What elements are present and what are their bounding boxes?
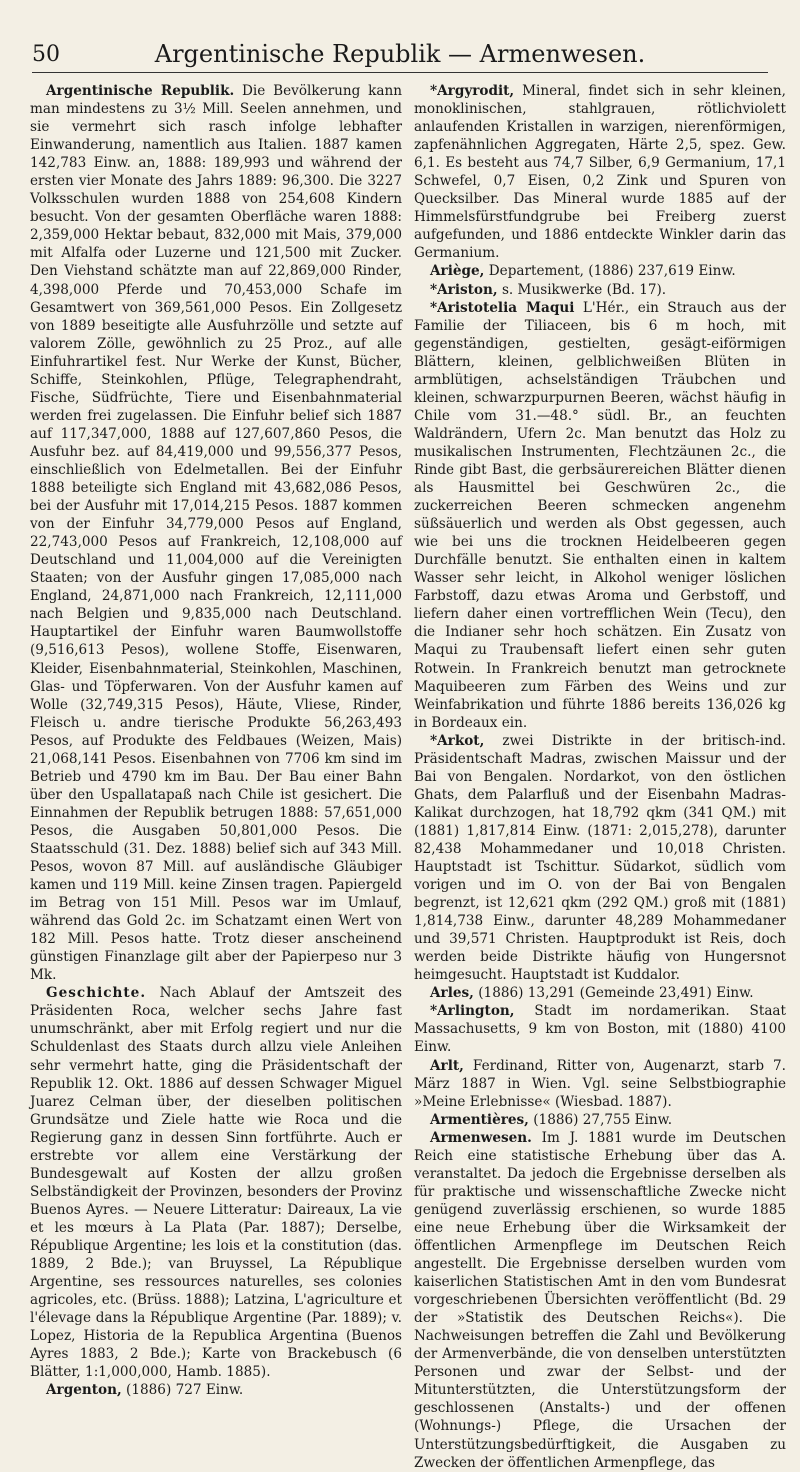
entry-headword: Argentinische Republik. bbox=[46, 83, 235, 99]
entry-headword: Ariège, bbox=[430, 263, 485, 280]
entry-headword: Arlt, bbox=[430, 1057, 464, 1074]
entry-text: (1886) 727 Einw. bbox=[126, 1382, 244, 1399]
entry-headword: Armentières, bbox=[430, 1111, 529, 1128]
entry-text: (1886) 27,755 Einw. bbox=[533, 1111, 673, 1128]
entry-text: Die Bevölkerung kann man mindestens zu 3½ Mill. Seelen annehmen, und sie vermehrt sich rasch infolge lebhafter Einwanderung, namentlich aus Italien. 1887 kamen 142,783 Einw. an, 1888: 189,993 und während der ersten vier Monate des Jahrs 1889: 96,300. Die 3227 Volksschulen wurden 1888 von 254,608 Kindern besucht. Von der gesamten Oberfläche waren 1888: 2,359,000 Hektar bebaut, 832,000 mit Mais, 379,000 mit Alfalfa oder Luzerne und 121,500 mit Zucker. Den Viehstand schätzte man auf 22,869,000 Rinder, 4,398,000 Pferde und 70,453,000 Schafe im Gesamtwert von 369,561,000 Pesos. Ein Zollgesetz von 1889 beseitigte alle Ausfuhrzölle und setzte auf valorem Zölle, gewöhnlich zu 25 Proz., auf alle Einfuhrartikel fest. Nur Werke der Kunst, Bücher, Schiffe, Steinkohlen, Pflüge, Telegraphendraht, Fische, Südfrüchte, Tiere und Eisenbahnmaterial werden frei zugelassen. Die Einfuhr belief sich 1887 auf 117,347,000, 1888 auf 127,607,860 Pesos, die Ausfuhr bez. auf 84,419,000 und 99,556,377 Pesos, einschließlich von Edelmetallen. Bei der Einfuhr 1888 beteiligte sich England mit 43,682,086 Pesos, bei der Ausfuhr mit 17,014,215 Pesos. 1887 kommen von der Einfuhr 34,779,000 Pesos auf England, 22,743,000 Pesos auf Frankreich, 12,108,000 auf Deutschland und 11,004,000 auf die Vereinigten Staaten; von der Ausfuhr gingen 17,085,000 nach England, 24,871,000 nach Frankreich, 12,111,000 nach Belgien und 9,835,000 nach Deutschland. Hauptartikel der Einfuhr waren Baumwollstoffe (9,516,613 Pesos), wollene Stoffe, Eisenwaren, Kleider, Eisenbahnmaterial, Steinkohlen, Maschinen, Glas- und Töpferwaren. Von der Ausfuhr kamen auf Wolle (32,749,315 Pesos), Häute, Vliese, Rinder, Fleisch u. andre tierische Produkte 56,263,493 Pesos, auf Produkte des Feldbaues (Weizen, Mais) 21,068,141 Pesos. Eisenbahnen von 7706 km sind im Betrieb und 4790 km im Bau. Der Bau einer Bahn über den Uspallatapaß nach Chile ist gesichert. Die Einnahmen der Republik betrugen 1888: 57,651,000 Pesos, die Ausgaben 50,801,000 Pesos. Die Staatsschuld (31. Dez. 1888) belief sich auf 343 Mill. Pesos, wovon 87 Mill. auf ausländische Gläubiger kamen und 119 Mill. keine Zinsen tragen. Papiergeld im Betrag von 151 Mill. Pesos war im Umlauf, während das Gold 2c. im Schatzamt einen Wert von 182 Mill. Pesos hatte. Trotz dieser anscheinend günstigen Finanzlage gilt aber der Papierpeso nur 3 Mk. bbox=[30, 83, 402, 984]
section-heading: Geschichte. bbox=[46, 985, 147, 1002]
entry-ariege bbox=[414, 262, 786, 280]
entry-text: Im J. 1881 wurde im Deutschen Reich eine statistische Erhebung über das A. veranstaltet. Da jedoch die Ergebnisse derselben als für praktische und wissenschaftliche Zwecke nicht genügend zuverlässig erschienen, so wurde 1885 eine neue Erhebung über die Wirksamkeit der öffentlichen Armenpflege im Deutschen Reich angestellt. Die Ergebnisse derselben wurden vom kaiserlichen Statistischen Amt in den vom Bundesrat vorgeschriebenen Übersichten veröffentlicht (Bd. 29 der »Statistik des Deutschen Reichs«). Die Nachweisungen betreffen die Zahl und Bevölkerung der Armenverbände, die von denselben unterstützten Personen und zwar der Selbst- und der Mitunterstützten, die Unterstützungsform der geschlossenen (Anstalts-) und der offenen (Wohnungs-) Pflege, die Ursachen der Unterstützungsbedürftigkeit, die Ausgaben zu Zwecken der öffentlichen Armenpflege, das bbox=[414, 1129, 786, 1471]
entry-argyrodit bbox=[414, 82, 786, 262]
entry-text: s. Musikwerke (Bd. 17). bbox=[501, 281, 667, 298]
entry-arkot bbox=[414, 732, 786, 985]
page-number: 50 bbox=[32, 42, 60, 67]
entry-armenwesen bbox=[414, 1129, 786, 1472]
entry-headword: *Argyrodit, bbox=[430, 83, 515, 99]
entry-argenton bbox=[30, 1381, 402, 1399]
entry-text: Ferdinand, Ritter von, Augenarzt, starb 7. März 1887 in Wien. Vgl. seine Selbstbiographie »Meine Erlebnisse« (Wiesbad. 1887). bbox=[414, 1057, 786, 1110]
entry-armentieres bbox=[414, 1111, 786, 1129]
entry-text: Stadt im nordamerikan. Staat Massachusetts, 9 km von Boston, mit (1880) 4100 Einw. bbox=[414, 1003, 787, 1056]
entry-text: Departement, (1886) 237,619 Einw. bbox=[488, 263, 736, 280]
entry-headword: Argenton, bbox=[46, 1382, 122, 1399]
entry-text: (1886) 13,291 (Gemeinde 23,491) Einw. bbox=[478, 985, 754, 1002]
entry-headword: Armenwesen. bbox=[430, 1129, 532, 1146]
entry-headword: *Ariston, bbox=[430, 281, 498, 298]
entry-geschichte bbox=[30, 984, 402, 1381]
right-column bbox=[414, 82, 787, 1471]
entry-text: Mineral, findet sich in sehr kleinen, monoklinischen, stahlgrauen, rötlichviolett anlaufenden Kristallen in warzigen, nierenförmigen, zapfenähnlichen Aggregaten, Härte 2,5, spez. Gew. 6,1. Es besteht aus 74,7 Silber, 6,9 Germanium, 17,1 Schwefel, 0,7 Eisen, 0,2 Zink und Spuren von Quecksilber. Das Mineral wurde 1885 auf der Himmelsfürstfundgrube bei Freiberg zuerst aufgefunden, und 1886 entdeckte Winkler darin das Germanium. bbox=[414, 83, 786, 262]
left-column bbox=[30, 82, 402, 1399]
entry-text: L'Hér., ein Strauch aus der Familie der Tiliaceen, bis 6 m hoch, mit gegenständigen, gestielten, gesägt-eiförmigen Blättern, kleinen, gelblichweißen Blüten in armblütigen, achselständigen Träubchen und kleinen, schwarzpurpurnen Beeren, wächst häufig in Chile vom 31.—48.° südl. Br., an feuchten Waldrändern, Ufern 2c. Man benutzt das Holz zu musikalischen Instrumenten, Flechtzäunen 2c., die Rinde gibt Bast, die gerbsäurereichen Blätter dienen als Hausmittel bei Geschwüren 2c., die zuckerreichen Beeren schmecken angenehm süßsäuerlich und werden als Obst gegessen, auch wie bei uns die trocknen Heidelbeeren gegen Durchfälle benutzt. Sie enthalten einen in kaltem Wasser sehr leicht, in Alkohol weniger löslichen Farbstoff, dazu etwas Aroma und Gerbstoff, und liefern daher einen vortrefflichen Wein (Tecu), den die Indianer sehr hoch schätzen. Ein Zusatz von Maqui zu Traubensaft liefert einen sehr guten Rotwein. In Frankreich benutzt man getrocknete Maquibeeren zum Färben des Weins und zur Weinfabrikation und führte 1886 bereits 136,026 kg in Bordeaux ein. bbox=[414, 299, 786, 731]
entry-headword: *Aristotelia Maqui bbox=[430, 299, 575, 316]
entry-headword: *Arkot, bbox=[430, 732, 485, 749]
entry-headword: *Arlington, bbox=[430, 1003, 515, 1020]
running-title: Argentinische Republik — Armenwesen. bbox=[154, 40, 646, 68]
entry-headword: Arles, bbox=[430, 985, 474, 1002]
entry-ariston bbox=[414, 281, 786, 299]
entry-aristotelia-maqui bbox=[414, 299, 786, 732]
entry-arles bbox=[414, 984, 786, 1002]
page-header bbox=[32, 40, 768, 73]
entry-arlt bbox=[414, 1057, 786, 1111]
entry-text: zwei Distrikte in der britisch-ind. Präsidentschaft Madras, zwischen Maissur und der Bai von Bengalen. Nordarkot, von den östlichen Ghats, dem Palarfluß und der Eisenbahn Madras-Kalikat durchzogen, hat 18,792 qkm (341 QM.) mit (1881) 1,817,814 Einw. (1871: 2,015,278), darunter 82,438 Mohammedaner und 10,018 Christen. Hauptstadt ist Tschittur. Südarkot, südlich vom vorigen und im O. von der Bai von Bengalen begrenzt, ist 12,621 qkm (292 QM.) groß mit (1881) 1,814,738 Einw., darunter 48,289 Mohammedaner und 39,571 Christen. Hauptprodukt ist Reis, doch werden beide Distrikte häufig von Hungersnot heimgesucht. Hauptstadt ist Kuddalor. bbox=[414, 732, 786, 984]
entry-text: Nach Ablauf der Amtszeit des Präsidenten Roca, welcher sechs Jahre fast unumschränkt, aber mit Erfolg regiert und nur die Schuldenlast des Staats durch allzu viele Anleihen sehr vermehrt hatte, ging die Präsidentschaft der Republik 12. Okt. 1886 auf dessen Schwager Miguel Juarez Celman über, der dieselben politischen Grundsätze und Ziele hatte wie Roca und die Regierung ganz in dessen Sinn fortführte. Auch er erstrebte vor allem eine Verstärkung der Bundesgewalt auf Kosten der allzu großen Selbständigkeit der Provinzen, besonders der Provinz Buenos Ayres. — Neuere Litteratur: Daireaux, La vie et les mœurs à La Plata (Par. 1887); Derselbe, République Argentine; les lois et la constitution (das. 1889, 2 Bde.); van Bruyssel, La République Argentine, ses ressources naturelles, ses colonies agricoles, etc. (Brüss. 1888); Latzina, L'agriculture et l'élevage dans la République Argentine (Par. 1889); v. Lopez, Historia de la Republica Argentina (Buenos Ayres 1883, 2 Bde.); Karte von Brackebusch (6 Blätter, 1:1,000,000, Hamb. 1885). bbox=[30, 985, 402, 1381]
entry-arlington bbox=[414, 1002, 786, 1056]
entry-argentinische-republik bbox=[30, 82, 402, 984]
